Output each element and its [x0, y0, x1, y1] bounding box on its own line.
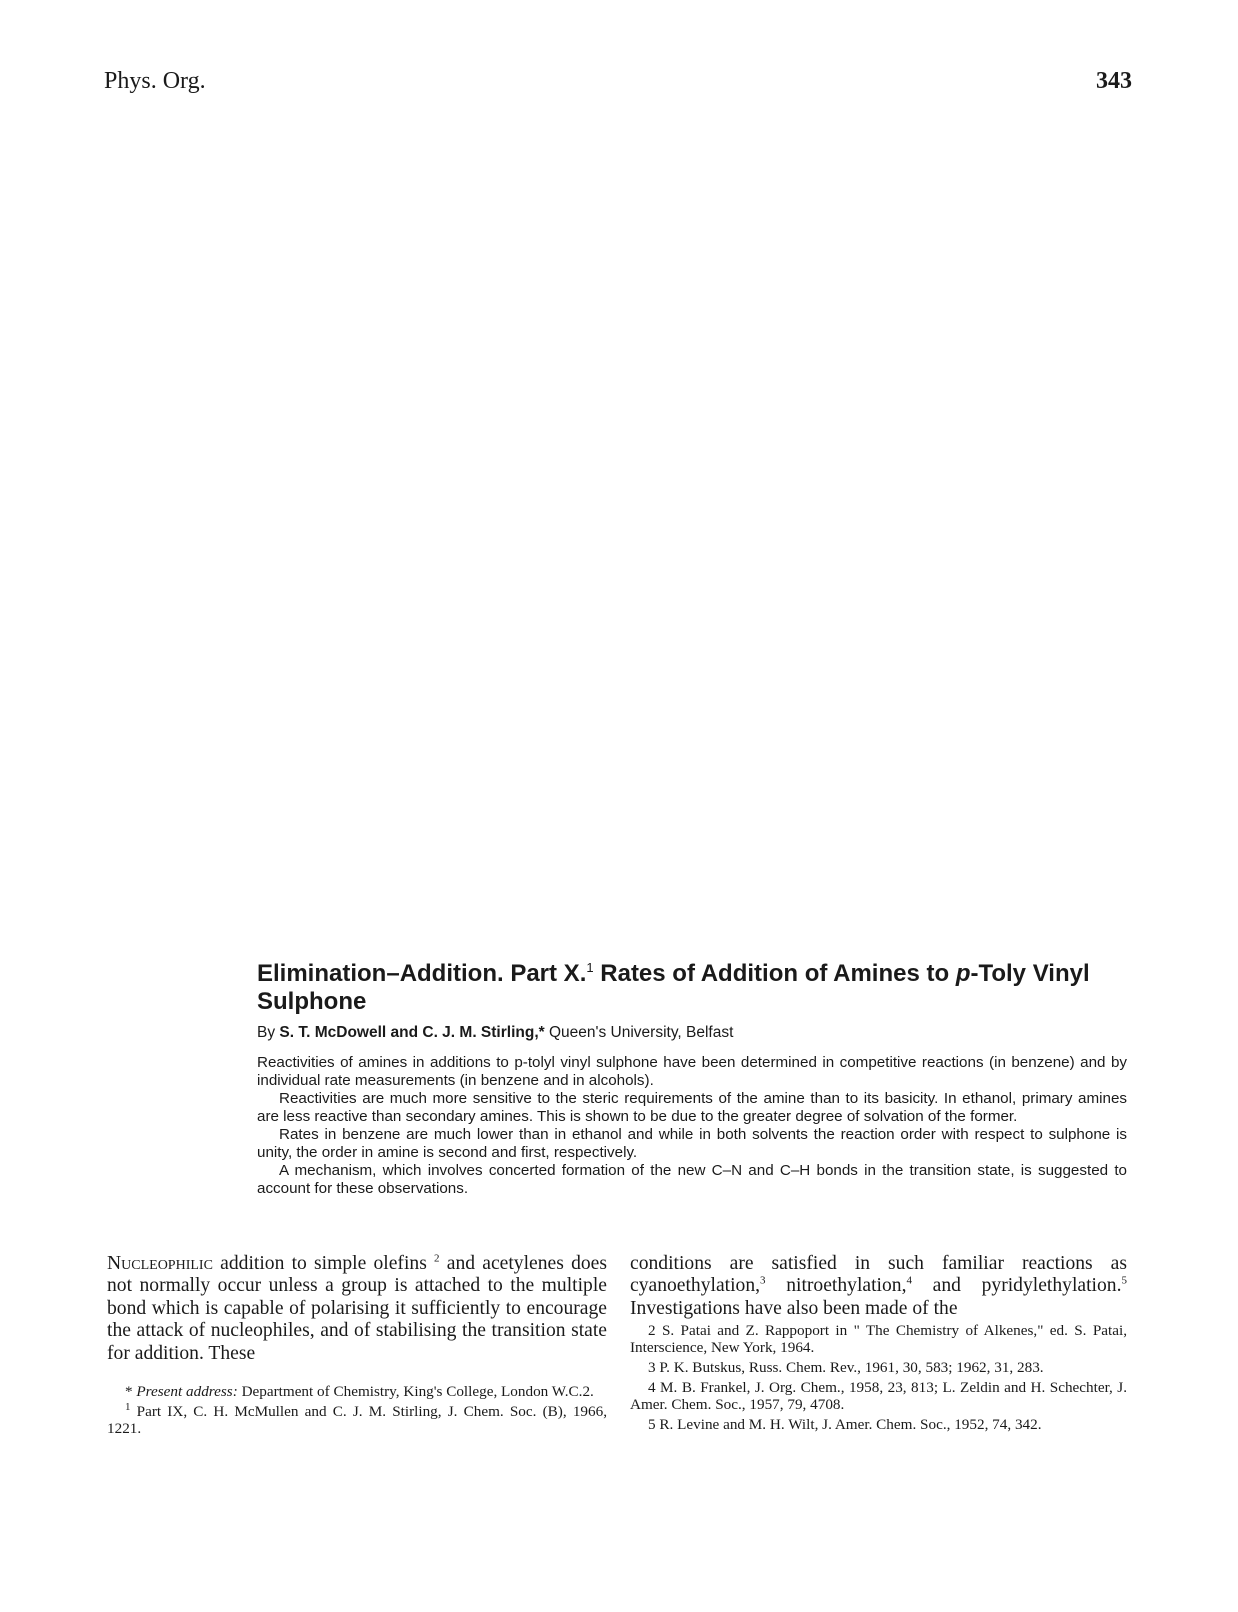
footnote-star-italic: Present address:: [136, 1383, 238, 1400]
col2-text-d: Investigations have also been made of the: [630, 1297, 958, 1319]
ref-4: 4: [906, 1274, 912, 1287]
footnote-1-number: 1: [125, 1400, 131, 1413]
col1-text-b: and acetylenes does not normally occur unless a group is attached to the multiple bond which is capable of polarising it sufficiently to encourage the attack of nucleophiles, and of stabilising the transition state for addition. These: [107, 1253, 607, 1364]
ref-5: 5: [1121, 1274, 1127, 1287]
abstract-paragraph-2: Reactivities are much more sensitive to the steric requirements of the amine than to its basicity. In ethanol, primary amines are less reactive than secondary amines. This is shown to be due to the greater degree of solvation of the former.: [257, 1090, 1127, 1125]
body-column-right: [630, 1253, 1127, 1320]
title-italic: p: [955, 960, 971, 987]
title-part1: Elimination–Addition. Part X.: [257, 960, 587, 987]
footnote-star: [107, 1383, 607, 1400]
abstract-paragraph-4: A mechanism, which involves concerted formation of the new C–N and C–H bonds in the transition state, is suggested to account for these observations.: [257, 1162, 1127, 1197]
ref-3: 3: [760, 1274, 766, 1287]
col2-text-c: and pyridylethylation.: [911, 1275, 1122, 1297]
col2-text-a: conditions are satisfied in such familiar reactions as cyanoethylation,: [630, 1253, 1127, 1297]
page-number: 343: [1096, 68, 1132, 94]
article-title: [257, 960, 1137, 1016]
title-part3: -Toly Vinyl Sulphone: [257, 960, 1090, 1015]
abstract-paragraph-1: Reactivities of amines in additions to p-tolyl vinyl sulphone have been determined in competitive reactions (in benzene) and by individual rate measurements (in benzene and in alcohols).: [257, 1054, 1127, 1089]
footnotes-right: [630, 1322, 1127, 1436]
lead-word: Nucleophilic: [107, 1253, 213, 1274]
footnote-4: 4 M. B. Frankel, J. Org. Chem., 1958, 23, 813; L. Zeldin and H. Schechter, J. Amer. Chem. Soc., 1957, 79, 4708.: [630, 1379, 1127, 1413]
col1-text-a: addition to simple olefins: [212, 1253, 435, 1274]
footnote-star-label: *: [125, 1383, 137, 1400]
footnotes-left: [107, 1383, 607, 1440]
authors: S. T. McDowell and C. J. M. Stirling,*: [279, 1024, 545, 1041]
footnote-1: [107, 1400, 607, 1437]
byline: [257, 1024, 733, 1042]
affiliation: Queen's University, Belfast: [544, 1024, 734, 1041]
footnote-5: 5 R. Levine and M. H. Wilt, J. Amer. Chem. Soc., 1952, 74, 342.: [648, 1416, 1042, 1433]
ref-2: 2: [434, 1252, 440, 1265]
col2-text-b: nitroethylation,: [765, 1275, 907, 1297]
byline-by: By: [257, 1024, 280, 1041]
body-column-left: [107, 1253, 607, 1365]
journal-section-header: Phys. Org.: [104, 68, 206, 94]
abstract: [257, 1054, 1127, 1198]
footnote-2: 2 S. Patai and Z. Rappoport in " The Chemistry of Alkenes," ed. S. Patai, Interscience, New York, 1964.: [630, 1322, 1127, 1356]
footnote-1-text: Part IX, C. H. McMullen and C. J. M. Stirling, J. Chem. Soc. (B), 1966, 1221.: [107, 1403, 607, 1437]
title-part2: Rates of Addition of Amines to: [593, 960, 956, 987]
title-ref: 1: [586, 960, 594, 975]
abstract-paragraph-3: Rates in benzene are much lower than in ethanol and while in both solvents the reaction order with respect to sulphone is unity, the order in amine is second and first, respectively.: [257, 1126, 1127, 1161]
footnote-3: 3 P. K. Butskus, Russ. Chem. Rev., 1961, 30, 583; 1962, 31, 283.: [648, 1359, 1044, 1376]
footnote-star-text: Department of Chemistry, King's College, London W.C.2.: [237, 1383, 594, 1400]
